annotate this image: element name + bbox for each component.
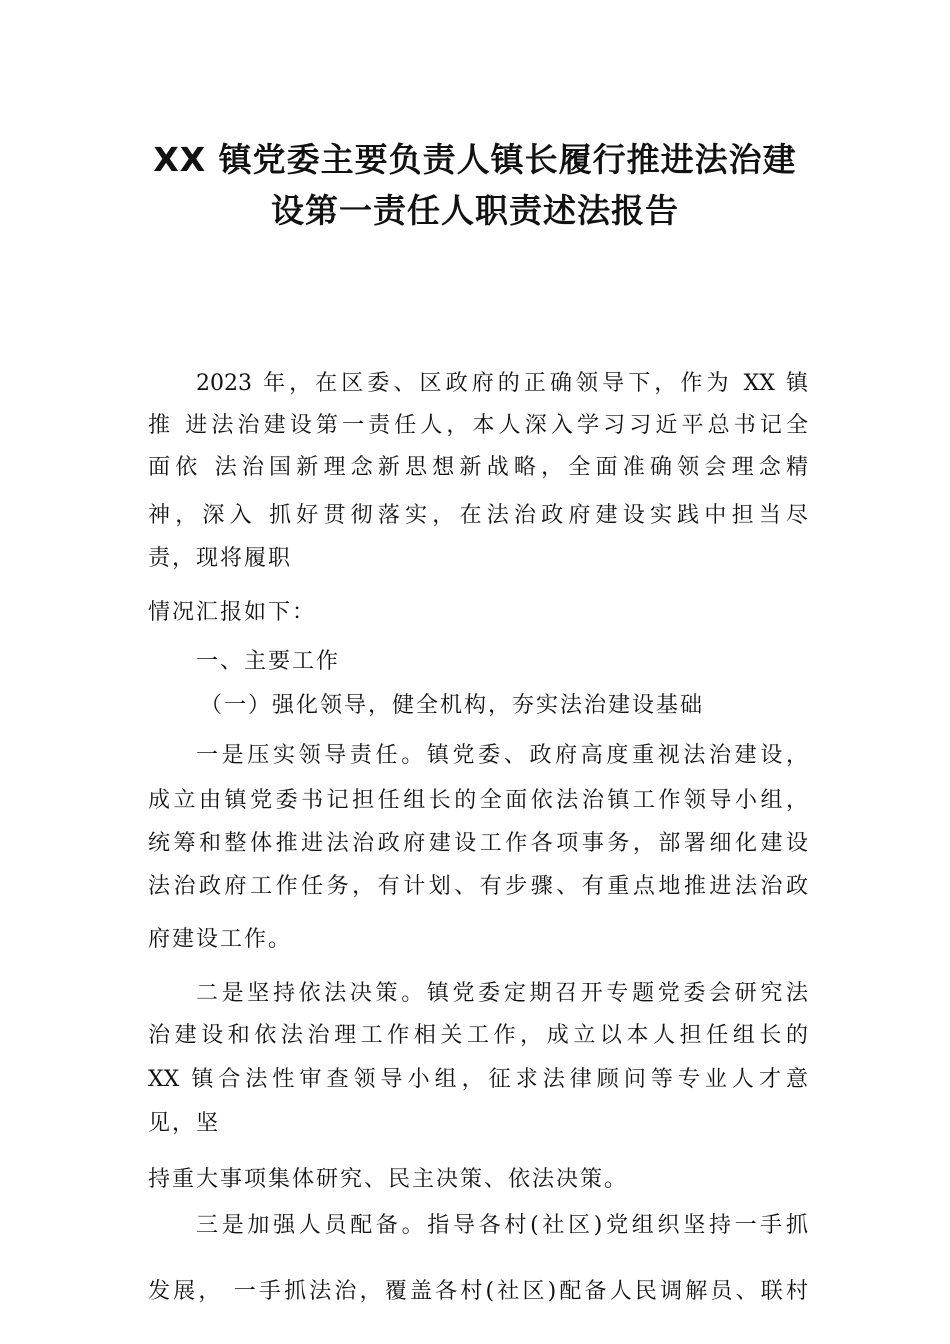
body-line: 持重大事项集体研究、民主决策、依法决策。 bbox=[148, 1167, 629, 1192]
body-line: 2023 年，在区委、区政府的正确领导下，作为 XX 镇 bbox=[196, 371, 808, 396]
body-line: 责，现将履职 bbox=[148, 546, 293, 571]
body-line: 府建设工作。 bbox=[148, 927, 293, 952]
document-title-line-1: XX 镇党委主要负责人镇长履行推进法治建 bbox=[153, 140, 797, 179]
subsection-heading: （一）强化领导，健全机构，夯实法治建设基础 bbox=[200, 693, 705, 718]
body-line: 情况汇报如下： bbox=[148, 600, 317, 625]
body-line: XX 镇合法性审查领导小组，征求法律顾问等专业人才意 bbox=[148, 1067, 808, 1092]
document-title-line-2: 设第一责任人职责述法报告 bbox=[271, 191, 679, 230]
body-line: 面依 法治国新理念新思想新战略，全面准确领会理念精 bbox=[148, 455, 808, 480]
body-line: 推 进法治建设第一责任人，本人深入学习习近平总书记全 bbox=[148, 413, 808, 438]
body-line: 治建设和依法治理工作相关工作，成立以本人担任组长的 bbox=[148, 1023, 808, 1048]
body-line: 发展， 一手抓法治，覆盖各村(社区)配备人民调解员、联村 bbox=[148, 1279, 808, 1304]
body-line: 二是坚持依法决策。镇党委定期召开专题党委会研究法 bbox=[196, 981, 808, 1006]
body-line: 神，深入 抓好贯彻落实，在法治政府建设实践中担当尽 bbox=[148, 503, 808, 528]
body-line: 法治政府工作任务，有计划、有步骤、有重点地推进法治政 bbox=[148, 874, 808, 899]
body-line: 见，坚 bbox=[148, 1111, 221, 1136]
body-line: 成立由镇党委书记担任组长的全面依法治镇工作领导小组， bbox=[148, 788, 808, 813]
body-line: 统筹和整体推进法治政府建设工作各项事务，部署细化建设 bbox=[148, 831, 808, 856]
section-heading: 一、主要工作 bbox=[196, 649, 341, 674]
body-line: 一是压实领导责任。镇党委、政府高度重视法治建设， bbox=[196, 743, 808, 768]
body-line: 三是加强人员配备。指导各村(社区)党组织坚持一手抓 bbox=[196, 1213, 808, 1238]
